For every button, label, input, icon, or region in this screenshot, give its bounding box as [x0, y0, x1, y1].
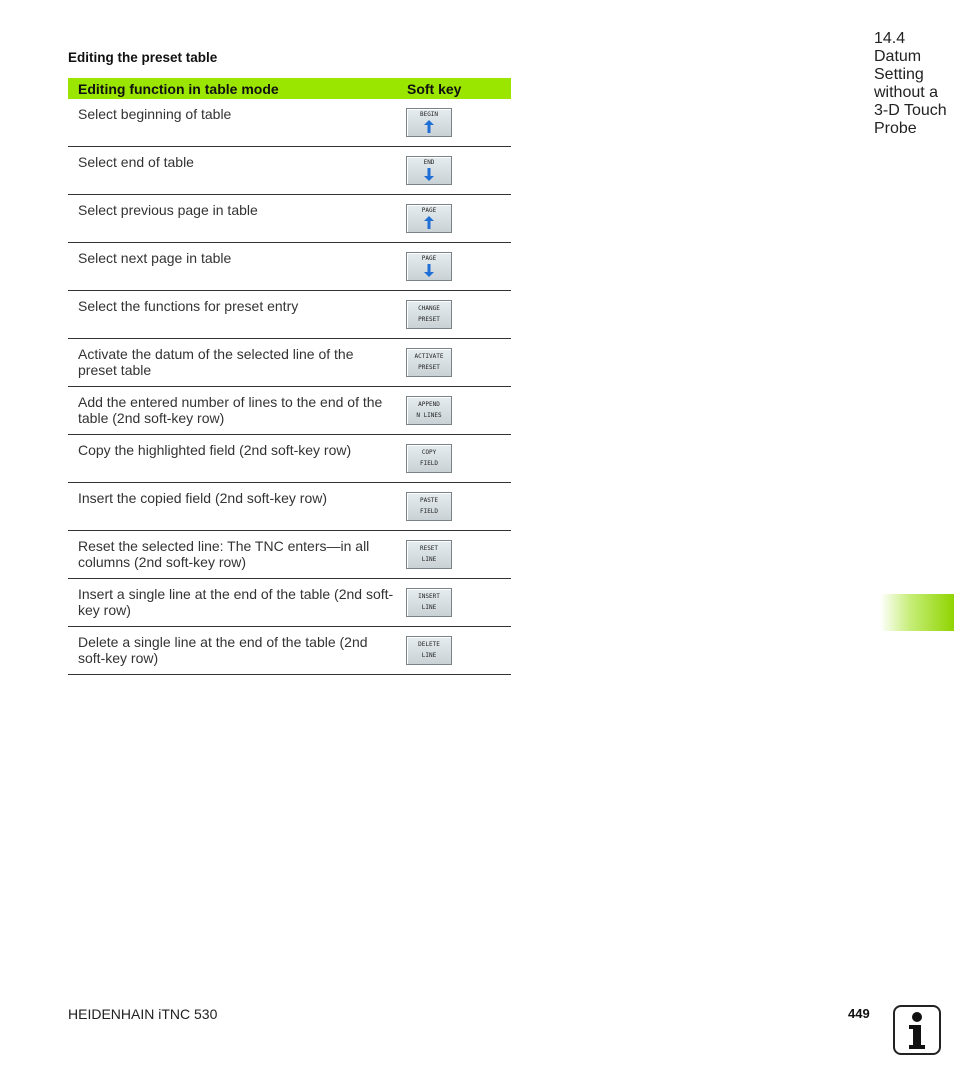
row-description: Add the entered number of lines to the end of the table (2nd soft-key row)	[78, 394, 383, 426]
softkey-label-bottom: LINE	[421, 556, 437, 563]
softkey-button[interactable]	[406, 444, 452, 473]
softkey-label: BEGIN	[419, 111, 439, 118]
softkey-label-top: CHANGE	[418, 305, 440, 312]
softkey-label-bottom: PRESET	[418, 364, 440, 371]
editing-functions-table	[68, 78, 511, 675]
softkey-button[interactable]	[406, 204, 452, 233]
softkey-label-top: RESET	[419, 545, 439, 552]
table-row	[68, 195, 511, 243]
table-row	[68, 291, 511, 339]
softkey-label-bottom: PRESET	[418, 316, 440, 323]
row-description: Select end of table	[78, 154, 194, 170]
section-title: Editing the preset table	[68, 50, 218, 65]
row-description: Insert a single line at the end of the table (2nd soft-key row)	[78, 586, 394, 618]
softkey-label-top: DELETE	[418, 641, 440, 648]
row-description: Delete a single line at the end of the table (2nd soft-key row)	[78, 634, 368, 666]
row-description: Reset the selected line: The TNC enters—in all columns (2nd soft-key row)	[78, 538, 370, 570]
table-row	[68, 435, 511, 483]
arrow-down-icon	[423, 263, 435, 278]
row-description: Select previous page in table	[78, 202, 258, 218]
softkey-label-top: ACTIVATE	[414, 353, 444, 360]
softkey-button[interactable]	[406, 108, 452, 137]
softkey-label-top: INSERT	[418, 593, 440, 600]
table-row	[68, 579, 511, 627]
softkey-label-bottom: FIELD	[419, 460, 439, 467]
chapter-title: 14.4 Datum Setting without a 3-D Touch Probe	[874, 30, 947, 137]
row-description: Activate the datum of the selected line of the preset table	[78, 346, 354, 378]
softkey-button[interactable]	[406, 348, 452, 377]
row-description: Copy the highlighted field (2nd soft-key row)	[78, 442, 352, 458]
softkey-button[interactable]	[406, 156, 452, 185]
table-row	[68, 339, 511, 387]
softkey-button[interactable]	[406, 396, 452, 425]
softkey-label: PAGE	[421, 255, 437, 262]
softkey-button[interactable]	[406, 588, 452, 617]
row-description: Select the functions for preset entry	[78, 298, 299, 314]
softkey-label-bottom: N LINES	[416, 412, 442, 419]
arrow-up-icon	[423, 119, 435, 134]
arrow-up-icon	[423, 215, 435, 230]
table-row	[68, 531, 511, 579]
table-row	[68, 147, 511, 195]
row-description: Select next page in table	[78, 250, 232, 266]
table-row	[68, 627, 511, 675]
row-description: Select beginning of table	[78, 106, 232, 122]
table-header	[68, 78, 511, 99]
page-number: 449	[848, 1006, 870, 1021]
softkey-label-bottom: LINE	[421, 652, 437, 659]
softkey-button[interactable]	[406, 492, 452, 521]
softkey-label-bottom: LINE	[421, 604, 437, 611]
softkey-label-top: PASTE	[419, 497, 439, 504]
softkey-label-top: APPEND	[418, 401, 440, 408]
table-row	[68, 99, 511, 147]
row-description: Insert the copied field (2nd soft-key row)	[78, 490, 328, 506]
softkey-label-top: COPY	[421, 449, 437, 456]
footer-product: HEIDENHAIN iTNC 530	[68, 1006, 218, 1022]
arrow-down-icon	[423, 167, 435, 182]
softkey-button[interactable]	[406, 300, 452, 329]
softkey-label: END	[423, 159, 435, 166]
table-row	[68, 483, 511, 531]
info-icon	[893, 1005, 941, 1055]
table-row	[68, 387, 511, 435]
softkey-button[interactable]	[406, 636, 452, 665]
header-softkey: Soft key	[407, 80, 462, 97]
softkey-label-bottom: FIELD	[419, 508, 439, 515]
softkey-button[interactable]	[406, 252, 452, 281]
header-function: Editing function in table mode	[78, 80, 279, 97]
table-row	[68, 243, 511, 291]
softkey-button[interactable]	[406, 540, 452, 569]
softkey-label: PAGE	[421, 207, 437, 214]
